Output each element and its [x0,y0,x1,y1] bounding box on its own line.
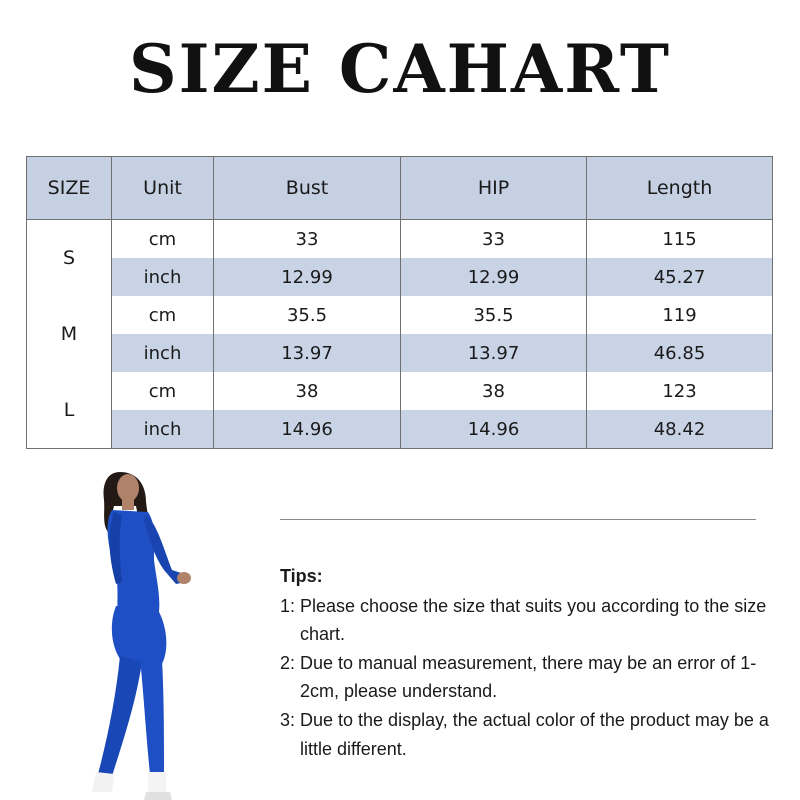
model-sock-right [148,772,166,792]
model-neck [122,498,134,510]
header-unit: Unit [112,157,214,220]
table-row [27,258,773,296]
size-chart-table [26,156,773,449]
hip-cell: 33 [401,220,587,259]
model-hand-right [177,572,191,584]
model-hips [112,606,167,664]
divider-line [280,519,756,520]
unit-cell: inch [112,258,214,296]
model-leg-front [140,658,164,774]
unit-cell: cm [112,296,214,334]
model-photo [58,466,218,800]
length-cell: 46.85 [587,334,773,372]
table-row [27,410,773,449]
table-row [27,220,773,259]
unit-cell: cm [112,372,214,410]
tips-title: Tips: [280,566,323,586]
header-bust: Bust [214,157,401,220]
length-cell: 45.27 [587,258,773,296]
size-label: M [27,296,112,372]
tip-text: Please choose the size that suits you according to the size chart. [300,595,767,645]
page-title: SIZE CAHART [128,30,672,108]
model-leg-back [98,656,142,776]
model-face [117,474,139,502]
bust-cell: 38 [214,372,401,410]
size-label: S [27,220,112,297]
hip-cell: 38 [401,372,587,410]
table-row [27,296,773,334]
tip-number: 3: [280,709,296,730]
header-size: SIZE [27,157,112,220]
model-sock-left [92,772,114,792]
tip-number: 2: [280,652,296,673]
tip-item [280,649,780,706]
length-cell: 115 [587,220,773,259]
bust-cell: 14.96 [214,410,401,449]
tip-text: Due to the display, the actual color of the product may be a little different. [300,709,769,759]
hip-cell: 35.5 [401,296,587,334]
bust-cell: 12.99 [214,258,401,296]
length-cell: 119 [587,296,773,334]
tips-section [280,562,780,763]
hip-cell: 12.99 [401,258,587,296]
bust-cell: 35.5 [214,296,401,334]
tip-number: 1: [280,595,296,616]
table-row [27,334,773,372]
tip-item [280,706,780,763]
bust-cell: 13.97 [214,334,401,372]
header-length: Length [587,157,773,220]
header-hip: HIP [401,157,587,220]
unit-cell: inch [112,334,214,372]
length-cell: 123 [587,372,773,410]
bust-cell: 33 [214,220,401,259]
tip-item [280,592,780,649]
table-row [27,372,773,410]
tip-text: Due to manual measurement, there may be an error of 1-2cm, please understand. [300,652,757,702]
hip-cell: 13.97 [401,334,587,372]
length-cell: 48.42 [587,410,773,449]
unit-cell: cm [112,220,214,259]
size-label: L [27,372,112,449]
hip-cell: 14.96 [401,410,587,449]
table-header-row [27,157,773,220]
unit-cell: inch [112,410,214,449]
model-shoe [144,792,172,800]
